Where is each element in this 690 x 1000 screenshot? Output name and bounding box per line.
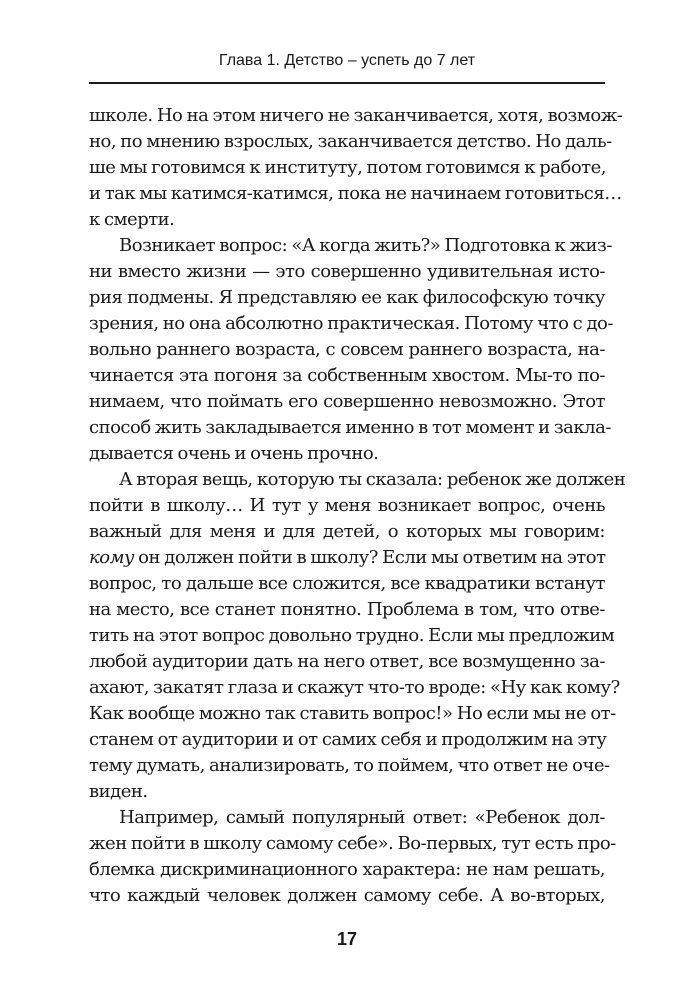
- paragraph: [89, 233, 613, 467]
- text-line: вопрос, то дальше все сложится, все квадратики встанут: [89, 573, 605, 594]
- text-line: станем от аудитории и от самих себя и продолжим на эту: [89, 729, 607, 750]
- header-rule: [89, 82, 605, 84]
- text-line: блемка дискриминационного характера: не нам решать,: [89, 859, 605, 880]
- text-line: ше мы готовимся к институту, потом готовимся к работе,: [89, 157, 606, 178]
- text-line: пойти в школу… И тут у меня возникает вопрос, очень: [89, 495, 605, 516]
- text-line: чинается эта погоня за собственным хвостом. Мы-то по-: [89, 365, 605, 386]
- text-line: тему думать, анализировать, то поймем, что ответ не оче-: [89, 755, 610, 776]
- paragraph: [89, 103, 623, 233]
- text-line: ахают, закатят глаза и скажут что-то вроде: «Ну как кому?: [89, 677, 620, 698]
- text-line: А вторая вещь, которую ты сказала: ребенок же должен: [119, 469, 626, 490]
- emphasis-word: кому: [89, 547, 134, 568]
- text-line: виден.: [89, 781, 148, 802]
- text-line: что каждый человек должен самому себе. А во-вторых,: [89, 885, 605, 906]
- text-line: Как вообще можно так ставить вопрос!» Но если мы не от-: [89, 703, 616, 724]
- running-header: Глава 1. Детство – успеть до 7 лет: [218, 52, 476, 69]
- page-number: 17: [336, 929, 358, 949]
- text-line: вольно раннего возраста, с совсем раннего возраста, на-: [89, 339, 605, 360]
- text-line: жен пойти в школу самому себе». Во-первых, тут есть про-: [89, 833, 616, 854]
- text-line: и так мы катимся-катимся, пока не начинаем готовиться…: [89, 183, 622, 204]
- text-line: важный для меня и для детей, о которых мы говорим:: [89, 521, 605, 542]
- text-line: [89, 545, 605, 571]
- text-line: тить на этот вопрос довольно трудно. Если мы предложим: [89, 625, 615, 646]
- text-line: но, по мнению взрослых, заканчивается детство. Но даль-: [89, 131, 612, 152]
- paragraph: [89, 467, 626, 805]
- text-line: рия подмены. Я представляю ее как философскую точку: [89, 287, 605, 308]
- text-line: ни вместо жизни — это совершенно удивительная исто-: [89, 261, 605, 282]
- text-line: дывается очень и очень прочно.: [89, 443, 379, 464]
- text-line: нимаем, что поймать его совершенно невозможно. Этот: [89, 391, 605, 412]
- text-line: школе. Но на этом ничего не заканчивается, хотя, возмож-: [89, 105, 623, 126]
- text-line: Возникает вопрос: «А когда жить?» Подготовка к жиз-: [119, 235, 612, 256]
- paragraph: [89, 805, 616, 909]
- text-line: к смерти.: [89, 209, 175, 230]
- text-line: зрения, но она абсолютно практическая. Потому что с до-: [89, 313, 613, 334]
- body-text: [89, 103, 626, 909]
- text-line: на место, все станет понятно. Проблема в том, что отве-: [89, 599, 605, 620]
- text-line: любой аудитории дать на него ответ, все возмущенно за-: [89, 651, 605, 672]
- text-line: способ жить закладывается именно в тот момент и закла-: [89, 417, 611, 438]
- text-line-rest: он должен пойти в школу? Если мы ответим на этот: [133, 547, 606, 568]
- text-line: Например, самый популярный ответ: «Ребенок дол-: [119, 807, 605, 828]
